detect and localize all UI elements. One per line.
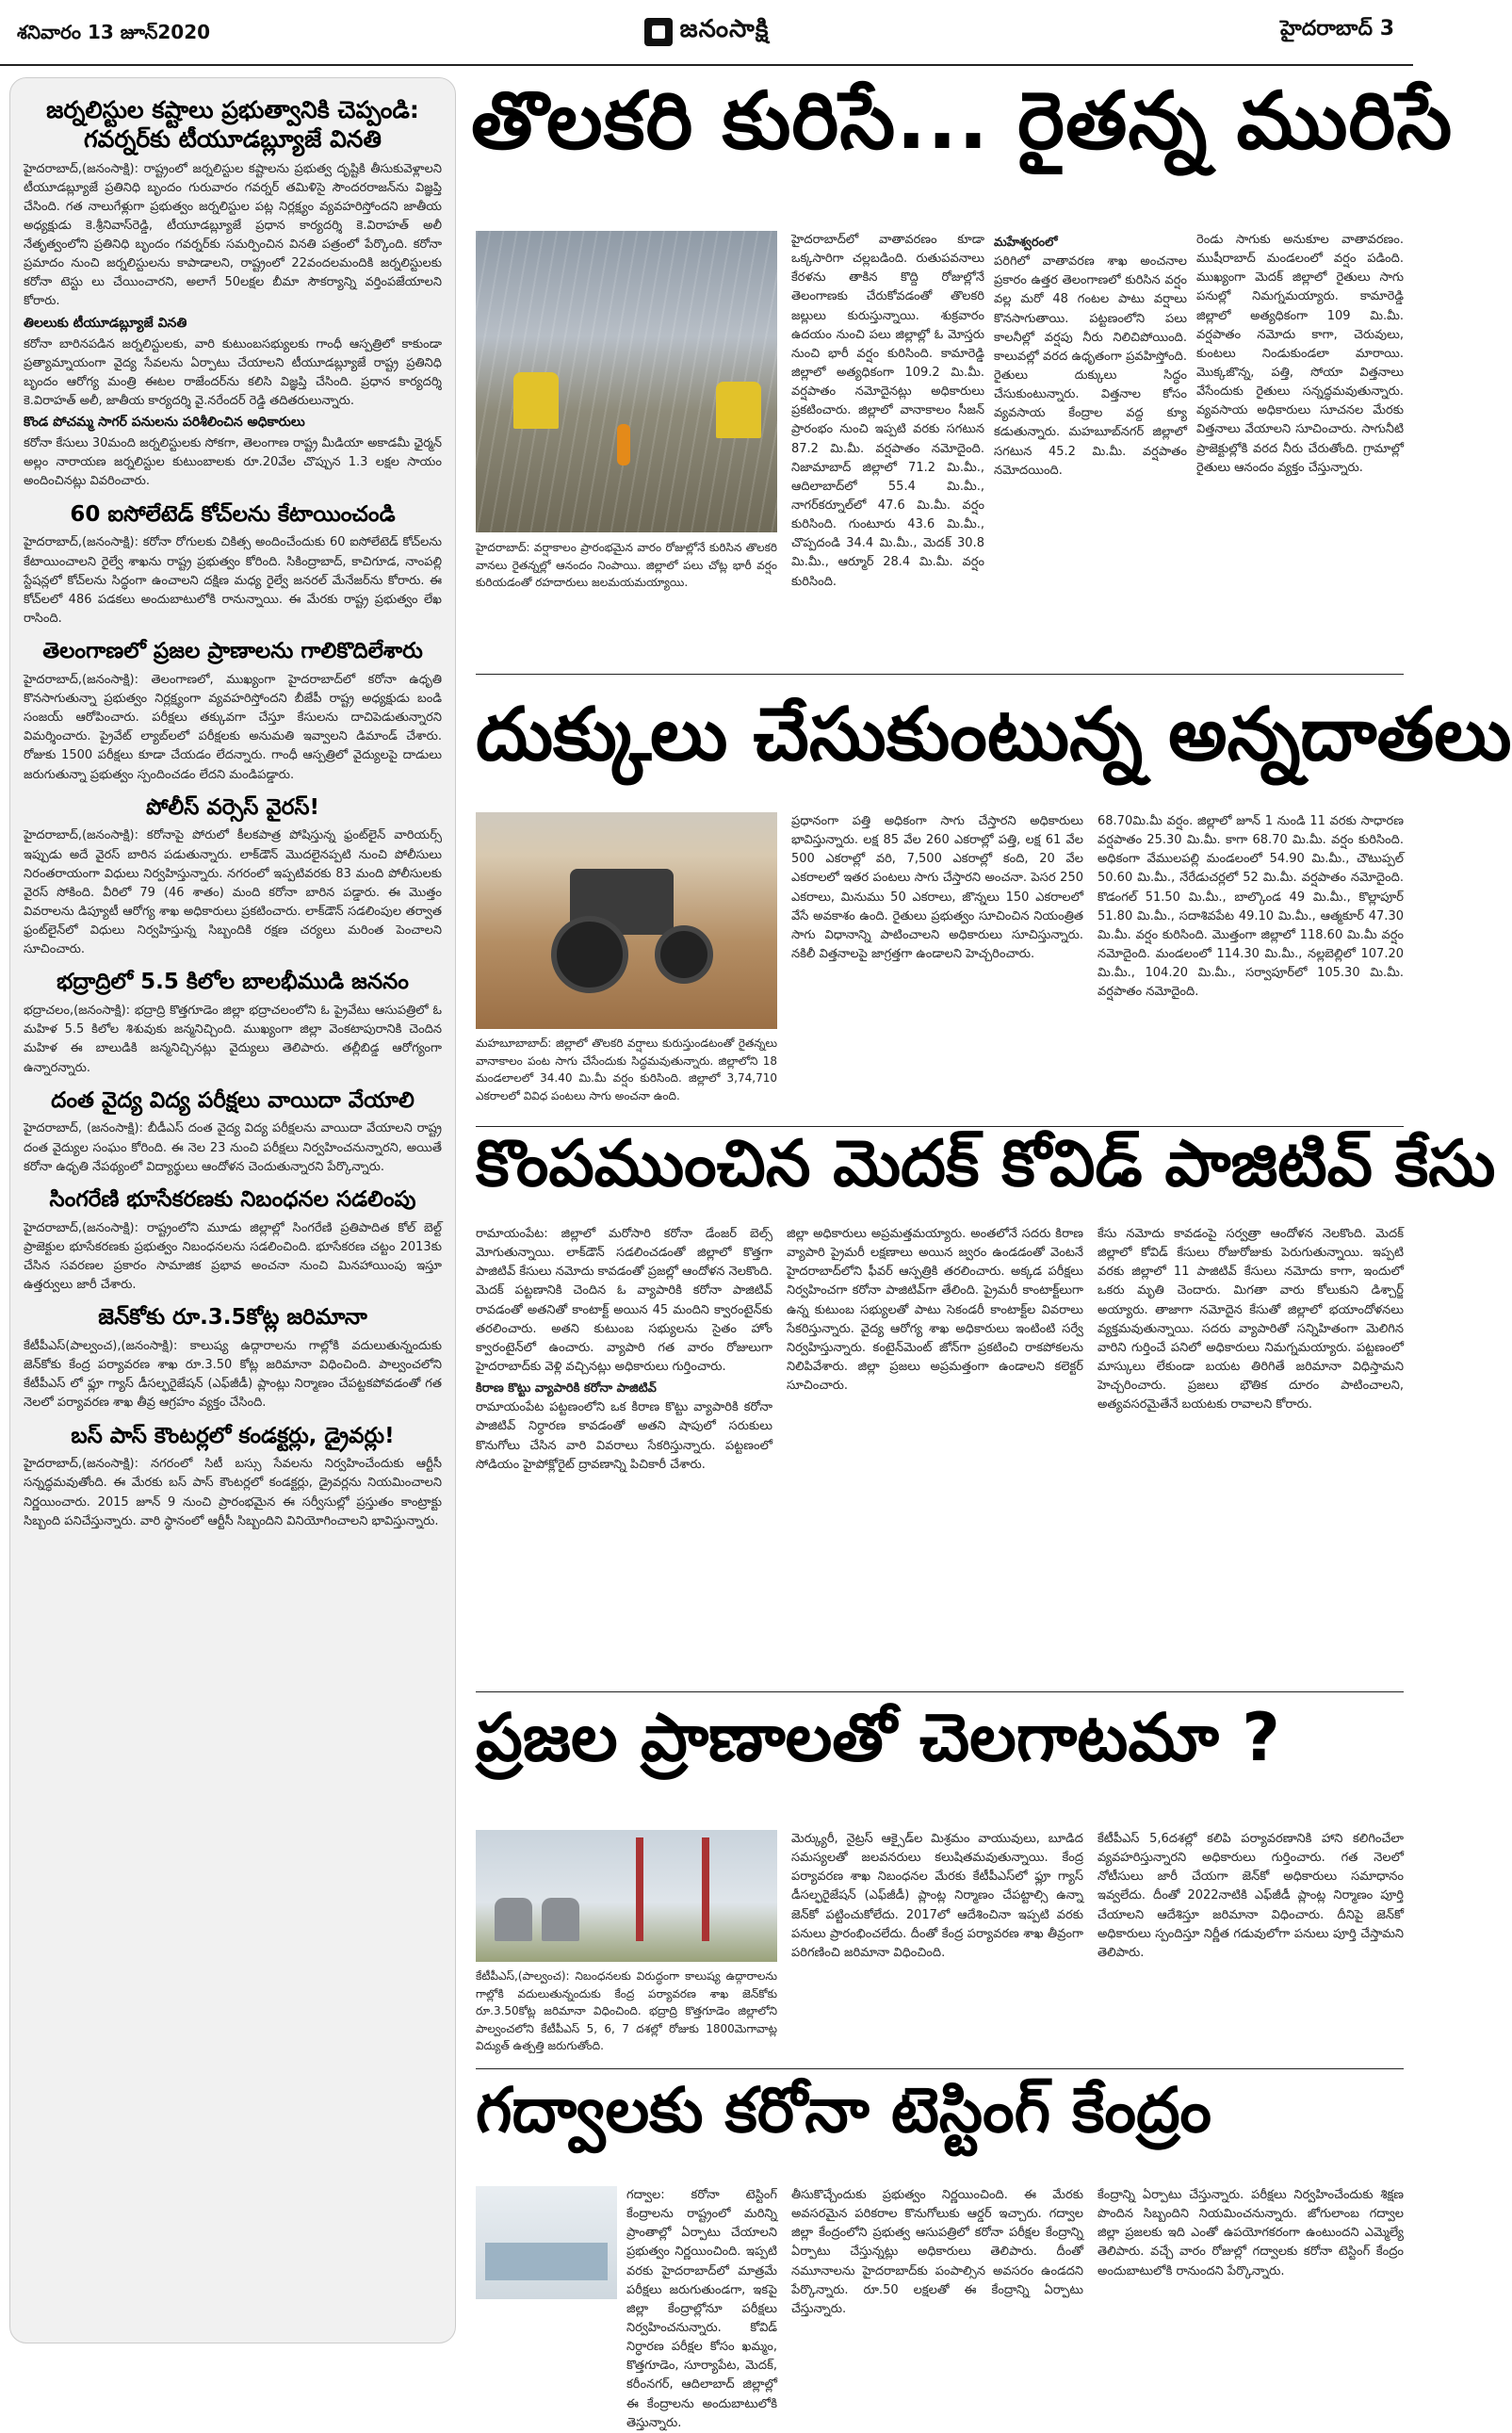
newspaper-name: జనంసాక్షి [679,15,770,43]
sidebar-story [24,95,442,492]
masthead [0,0,1413,66]
article-column [994,231,1187,660]
sidebar-body: హైదరాబాద్‌,(జనంసాక్షి): కరోనాపై పోరులో కీలకపాత్ర పోషిస్తున్న ఫ్రంట్‌లైన్‌ వారియర్స్‌ ఇప్పుడు అదే వైరస్‌ బారిన పడుతున్నారు. లాక్‌డౌన్‌ మొదలైనప్పటి నుంచి పోలీసులు నిరంతరాయంగా విధులు నిర్వహిస్తున్నారు. నగరంలో ఇప్పటివరకు 83 మంది పోలీసులకు వైరస్‌ సోకింది. వీరిలో 79 (46 శాతం) మంది కరోనా బారిన పడ్డారు. ఈ మొత్తం వివరాలను డిప్యూటీ ఆరోగ్య శాఖ అధికారులు ప్రకటించారు. లాక్‌డౌన్‌ సడలింపుల తర్వాత ఫ్రంట్‌లైన్‌లో విధులు నిర్వహిస్తున్న సిబ్బందికి రక్షణ చర్యలు మరింత పెంచాలని సూచించారు. [24,828,442,957]
sidebar-story [24,501,442,629]
sidebar-subhead: తిలలుకు టీయూడబ్ల్యూజే వినతి [24,315,187,331]
article-column: రెండు సాగుకు అనుకూల వాతావరణం. ముషీరాబాద్‌ మండలంలో వర్షం పడింది. ముఖ్యంగా మెదక్‌ జిల్లాలో రైతులు సాగు పనుల్లో నిమగ్నమయ్యారు. కామారెడ్డి జిల్లాలో అత్యధికంగా 109 మి.మీ. వర్షపాతం నమోదు కాగా, చెరువులు, కుంటలు నిండుకుండలా మారాయి. మొక్కజొన్న, పత్తి, సోయా విత్తనాలు వేసేందుకు రైతులు సన్నద్ధమవుతున్నారు. వ్యవసాయ అధికారులు సూచనల మేరకు విత్తనాలు వేయాలని సూచించారు. సాగునీటి ప్రాజెక్టుల్లోకి వరద నీరు చేరుతోంది. గ్రామాల్లో రైతులు ఆనందం వ్యక్తం చేస్తున్నారు. [1196,233,1404,475]
photo-caption: కేటీపీఎస్‌,(పాల్వంచ): నిబంధనలకు విరుద్ధంగా కాలుష్య ఉద్గారాలను గాల్లోకి వదులుతున్నందుకు కేంద్ర పర్యావరణ శాఖ జెన్‌కోకు రూ.3.50కోట్ల జరిమానా విధించింది. భద్రాద్రి కొత్తగూడెం జిల్లాలోని పాల్వంచలోని కేటీపీఎస్‌ 5, 6, 7 దశల్లో రోజుకు 1800మెగావాట్ల విద్యుత్‌ ఉత్పత్తి జరుగుతోంది. [476,1969,777,2053]
sidebar-body: కరోనా బారినపడిన జర్నలిస్టులకు, వారి కుటుంబసభ్యులకు గాంధీ ఆస్పత్రిలో కాకుండా ప్రత్యామ్నాయంగా వైద్య సేవలను ఏర్పాటు చేయాలని టీయూడబ్ల్యూజే రాష్ట్ర ప్రతినిధి బృందం ఆరోగ్య మంత్రి ఈటల రాజేందర్‌ను కలిసి విజ్ఞప్తి చేసింది. ప్రధాన కార్యదర్శి కె.విరాహత్‌ అలీ, జాతీయ కార్యదర్శి వై.నరేందర్‌ రెడ్డి తదితరులున్నారు. [24,336,442,409]
sidebar-headline: జెన్‌కోకు రూ.3.5కోట్ల జరిమానా [98,1305,367,1331]
tractor-photo [476,812,777,1029]
cooling-tower [495,1898,532,1941]
sidebar-story [24,1423,442,1531]
page-number: 3 [1379,17,1394,41]
sidebar-headline: భద్రాద్రిలో 5.5 కిలోల బాలభీముడి జననం [57,970,409,995]
sidebar-body: హైదరాబాద్‌,(జనంసాక్షి): రాష్ట్రంలోని మూడు జిల్లాల్లో సింగరేణి ప్రతిపాదిత కోల్‌ బెల్ట్‌ ప్రాజెక్టుల భూసేకరణకు ప్రభుత్వం నిబంధనలను సడలించింది. భూసేకరణ చట్టం 2013కు చేసిన సవరణల ప్రకారం సామాజిక ప్రభావ అంచనా నుంచి మినహాయింపు ఇస్తూ ఉత్తర్వులు జారీ చేశారు. [24,1220,442,1293]
article-column: జిల్లా అధికారులు అప్రమత్తమయ్యారు. అంతలోనే సదరు కిరాణ వ్యాపారి ప్రైమరీ లక్షణాలు అయిన జ్వరం ఉండడంతో వెంటనే హైదరాబాద్‌లోని ఫీవర్‌ ఆస్పత్రికి తరలించారు. అక్కడ పరీక్షలు నిర్వహించగా కరోనా పాజిటివ్‌గా తేలింది. ప్రైమరీ కాంటాక్ట్‌లుగా ఉన్న కుటుంబ సభ్యులతో పాటు సెకండరీ కాంటాక్ట్‌ల వివరాలు సేకరిస్తున్నారు. వైద్య ఆరోగ్య శాఖ అధికారులు ఇంటింటి సర్వే నిర్వహిస్తున్నారు. కంటైన్‌మెంట్‌ జోన్‌గా ప్రకటించి రాకపోకలను నిలిపివేశారు. జిల్లా ప్రజలు అప్రమత్తంగా ఉండాలని కలెక్టర్‌ సూచించారు. [787,1227,1083,1394]
tractor-wheel [655,925,713,984]
column-subhead: మహేశ్వరంలో [994,236,1058,250]
photo-caption: హైదరాబాద్‌: వర్షాకాలం ప్రారంభమైన వారం రోజుల్లోనే కురిసిన తొలకరి వానలు రైతన్నల్లో ఆనందం నింపాయి. జిల్లాలో పలు చోట్ల భారీ వర్షం కురియడంతో రహదారులు జలమయమయ్యాయి. [476,541,777,590]
divider [476,674,1404,675]
article-column: ప్రధానంగా పత్తి అధికంగా సాగు చేస్తారని అధికారులు భావిస్తున్నారు. లక్ష 85 వేల 260 ఎకరాల్లో పత్తి, లక్ష 61 వేల 500 ఎకరాల్లో వరి, 7,500 ఎకరాల్లో కంది, 20 వేల ఎకరాలలో ఇతర పంటలు సాగు చేస్తారని అంచనా. పెసర 250 ఎకరాలు, మినుము 50 ఎకరాలు, జొన్నలు 150 ఎకరాలలో వేసే అవకాశం ఉంది. రైతులు ప్రభుత్వం సూచించిన నియంత్రిత సాగు విధానాన్ని పాటించాలని అధికారులు సూచిస్తున్నారు. నకిలీ విత్తనాలపై జాగ్రత్తగా ఉండాలని హెచ్చరించారు. [791,814,1083,961]
sidebar-story [24,1186,442,1295]
sidebar-headline: 60 ఐసోలేటెడ్‌ కోచ్‌లను కేటాయించండి [70,501,396,527]
lead-headline: తొలకరి కురిసే... రైతన్న మురిసే [471,74,1454,167]
chimney [702,1837,709,1941]
issue-date: శనివారం 13 జూన్2020 [17,21,211,43]
sidebar-body: భద్రాచలం,(జనంసాక్షి): భద్రాద్రి కొత్తగూడెం జిల్లా భద్రాచలంలోని ఓ ప్రైవేటు ఆసుపత్రిలో ఓ మహిళ 5.5 కిలోల శిశువుకు జన్మనిచ్చింది. ముఖ్యంగా జిల్లా వెంకటాపురానికి చెందిన మహిళ ఈ బాలుడికి జన్మనిచ్చినట్లు వైద్యులు తెలిపారు. తల్లీబిడ్డ ఆరోగ్యంగా ఉన్నారన్నారు. [24,1004,442,1075]
sidebar-story [24,1304,442,1412]
sidebar-story [24,1087,442,1177]
newspaper-logo [622,13,791,51]
photo-caption: మహబూబాబాద్‌: జిల్లాలో తొలకరి వర్షాలు కురుస్తుండటంతో రైతన్నలు వానాకాలం పంట సాగు చేసేందుకు సిద్ధమవుతున్నారు. జిల్లాలోని 18 మండలాలలో 34.40 మి.మీ వర్షం కురిసింది. జిల్లాలో 3,74,710 ఎకరాలలో వివిధ పంటలు సాగు అంచనా ఉంది. [476,1037,777,1102]
story-headline: కొంపముంచిన మెదక్‌ కోవిడ్‌ పాజిటివ్‌ కేసు [476,1127,1496,1201]
article-column: తీసుకొచ్చేందుకు ప్రభుత్వం నిర్ణయించింది. ఈ మేరకు అవసరమైన పరికరాల కొనుగోలుకు ఆర్డర్‌ ఇచ్చారు. గద్వాల జిల్లా కేంద్రంలోని ప్రభుత్వ ఆసుపత్రిలో కరోనా పరీక్షల కేంద్రాన్ని ఏర్పాటు చేస్తున్నట్లు అధికారులు తెలిపారు. దీంతో నమూనాలను హైదరాబాద్‌కు పంపాల్సిన అవసరం ఉండదని పేర్కొన్నారు. రూ.50 లక్షలతో ఈ కేంద్రాన్ని ఏర్పాటు చేస్తున్నారు. [791,2188,1083,2316]
lab-bench [485,2243,608,2280]
story-headline: గద్వాలకు కరోనా టెస్టింగ్‌ కేంద్రం [476,2074,1212,2147]
sidebar-subhead: కొండ పోచమ్మ సాగర్‌ పనులను పరిశీలించిన అధికారులు [24,415,305,431]
article-column: కేసు నమోదు కావడంపై సర్వత్రా ఆందోళన నెలకొంది. మెదక్‌ జిల్లాలో కోవిడ్‌ కేసులు రోజురోజుకు పెరుగుతున్నాయి. ఇప్పటి వరకు జిల్లాలో 11 పాజిటివ్‌ కేసులు నమోదు కాగా, ఇందులో ఒకరు మృతి చెందారు. మిగతా వారు కోలుకుని డిశ్చార్జ్‌ అయ్యారు. తాజాగా నమోదైన కేసుతో జిల్లాలో భయాందోళనలు వ్యక్తమవుతున్నాయి. సదరు వ్యాపారితో సన్నిహితంగా మెలిగిన వారిని గుర్తించే పనిలో అధికారులు నిమగ్నమయ్యారు. పట్టణంలో మాస్కులు లేకుండా బయట తిరిగితే జరిమానా విధిస్తామని హెచ్చరించారు. ప్రజలు భౌతిక దూరం పాటించాలని, అత్యవసరమైతేనే బయటకు రావాలని కోరారు. [1097,1227,1404,1412]
sidebar-headline: సింగరేణి భూసేకరణకు నిబంధనల సడలింపు [49,1186,416,1212]
article-column [476,1225,772,1682]
city-page-name: హైదరాబాద్ [1280,17,1374,41]
power-plant-photo [476,1830,777,1962]
rain-photo [476,231,777,532]
story-headline: ప్రజల ప్రాణాలతో చెలగాటమా ? [476,1699,1280,1776]
chimney [636,1837,643,1941]
sidebar-body: కేటీపీఎస్‌(పాల్వంచ),(జనంసాక్షి): కాలుష్య ఉద్గారాలను గాల్లోకి వదులుతున్నందుకు జెన్‌కోకు కేంద్ర పర్యావరణ శాఖ రూ.3.50 కోట్ల జరిమానా విధించింది. పాల్వంచలోని కేటీపీఎస్‌ లో ఫ్లూ గ్యాస్‌ డీసల్ఫరైజేషన్‌ (ఎఫ్‌జీడీ) ప్లాంట్లు నిర్మాణం చేపట్టకపోవడంతో గత నెలలో పర్యావరణ శాఖ తీవ్ర ఆగ్రహం వ్యక్తం చేసింది. [24,1338,442,1411]
autorickshaw [513,372,559,429]
tractor-wheel [551,916,628,993]
sidebar-story [24,794,442,960]
sidebar-headline: దంత వైద్య విద్య పరీక్షలు వాయిదా వేయాలి [51,1087,415,1113]
article-column: కేంద్రాన్ని ఏర్పాటు చేస్తున్నారు. పరీక్షలు నిర్వహించేందుకు శిక్షణ పొందిన సిబ్బందిని నియమించనున్నారు. జోగులాంబ గద్వాల జిల్లా ప్రజలకు ఇది ఎంతో ఉపయోగకరంగా ఉంటుందని ఎమ్మెల్యే తెలిపారు. వచ్చే వారం రోజుల్లో గద్వాలకు కరోనా టెస్టింగ్‌ కేంద్రం అందుబాటులోకి రానుందని పేర్కొన్నారు. [1097,2188,1404,2278]
article-column: కేటీపీఎస్‌ 5,6దశల్లో కలిపి పర్యావరణానికి హాని కలిగించేలా వ్యవహరిస్తున్నారని అధికారులు గుర్తించారు. గత నెలలో నోటీసులు జారీ చేయగా జెన్‌కో అధికారులు సమాధానం ఇవ్వలేదు. దీంతో 2022నాటికి ఎఫ్‌జీడీ ప్లాంట్ల నిర్మాణం పూర్తి చేయాలని ఆదేశిస్తూ జరిమానా విధించారు. దీనిపై జెన్‌కో అధికారులు స్పందిస్తూ నిర్ణీత గడువులోగా పనులు పూర్తి చేస్తామని తెలిపారు. [1097,1832,1404,1960]
sidebar-body: కరోనా కేసులు 30మంది జర్నలిస్టులకు సోకగా, తెలంగాణ రాష్ట్ర మీడియా అకాడమీ ఛైర్మన్‌ అల్లం నారాయణ జర్నలిస్టుల కుటుంబాలకు రూ.20వేల చొప్పున 1.3 లక్షల సాయం అందించినట్లు వివరించారు. [24,436,442,489]
article-column: గద్వాల: కరోనా టెస్టింగ్‌ కేంద్రాలను రాష్ట్రంలో మరిన్ని ప్రాంతాల్లో ఏర్పాటు చేయాలని ప్రభుత్వం నిర్ణయించింది. ఇప్పటి వరకు హైదరాబాద్‌లో మాత్రమే పరీక్షలు జరుగుతుండగా, ఇకపై జిల్లా కేంద్రాల్లోనూ పరీక్షలు నిర్వహించనున్నారు. కోవిడ్‌ నిర్ధారణ పరీక్షల కోసం ఖమ్మం, కొత్తగూడెం, సూర్యాపేట, మెదక్‌, కరీంనగర్‌, ఆదిలాబాద్‌ జిల్లాల్లో ఈ కేంద్రాలను అందుబాటులోకి తెస్తున్నారు. [626,2188,777,2430]
sidebar-headline: బస్‌ పాస్‌ కౌంటర్లలో కండక్టర్లు, డ్రైవర్లు! [71,1423,395,1448]
lab-photo [476,2186,617,2299]
story-headline: దుక్కులు చేసుకుంటున్న అన్నదాతలు [476,693,1512,777]
sidebar-story [24,969,442,1077]
autorickshaw [716,382,761,438]
page-label [1280,17,1394,45]
sidebar-body: హైదరాబాద్‌,(జనంసాక్షి): రాష్ట్రంలో జర్నలిస్టుల కష్టాలను ప్రభుత్వ దృష్టికి తీసుకువెళ్లాలని టీయూడబ్ల్యూజే ప్రతినిధి బృందం గురువారం గవర్నర్‌ తమిళిసై సౌందరరాజన్‌ను విజ్ఞప్తి చేసింది. గత నాలుగేళ్లుగా ప్రభుత్వం జర్నలిస్టుల పట్ల నిర్లక్ష్యం వ్యవహరిస్తోందని జాతీయ అధ్యక్షుడు కె.శ్రీనివాస్‌రెడ్డి, టీయూడబ్ల్యూజే ప్రధాన కార్యదర్శి కె.విరాహత్‌ అలీ నేతృత్వంలోని ప్రతినిధి బృందం గవర్నర్‌కు సమర్పించిన వినతి పత్రంలో పేర్కొంది. కరోనా ప్రమాదం నుంచి జర్నలిస్టులను కాపాడాలని, రాష్ట్రంలో 22వందలమందికి జర్నలిస్టులకు కరోనా టెస్టు లు చేయించారని, అలాగే 50లక్షల బీమా సౌకర్యాన్ని వర్తింపజేయాలని కోరారు. [24,161,442,309]
sidebar-body: హైదరాబాద్‌, (జనంసాక్షి): బీడీఎస్‌ దంత వైద్య విద్య పరీక్షలను వాయిదా వేయాలని రాష్ట్ర దంత వైద్యుల సంఘం కోరింది. ఈ నెల 23 నుంచి పరీక్షలు నిర్వహించనున్నారని, అయితే కరోనా ఉధృతి నేపథ్యంలో విద్యార్థులు ఆందోళన చెందుతున్నారని పేర్కొన్నారు. [24,1121,442,1174]
newspaper-logo-icon [644,18,673,46]
article-text: రామాయంపేట పట్టణంలోని ఒక కిరాణ కొట్టు వ్యాపారికి కరోనా పాజిటివ్‌ నిర్ధారణ కావడంతో అతని షాపులో సరుకులు కొనుగోలు చేసిన వారి వివరాలు సేకరిస్తున్నారు. పట్టణంలో సోడియం హైపోక్లోరైట్‌ ద్రావణాన్ని పిచికారీ చేశారు. [476,1400,772,1472]
sidebar-story [24,638,442,785]
sidebar-headline: పోలీస్‌ వర్సెస్‌ వైరస్‌! [145,794,320,820]
article-column: హైదరాబాద్‌లో వాతావరణం కూడా ఒక్కసారిగా చల్లబడింది. రుతుపవనాలు కేరళను తాకిన కొద్ది రోజుల్లోనే తెలంగాణకు చేరుకోవడంతో తొలకరి జల్లులు కురుస్తున్నాయి. శుక్రవారం ఉదయం నుంచి పలు జిల్లాల్లో ఓ మోస్తరు నుంచి భారీ వర్షం కురిసింది. కామారెడ్డి జిల్లాలో అత్యధికంగా 109.2 మి.మీ. వర్షపాతం నమోదైనట్లు అధికారులు ప్రకటించారు. జిల్లాలో వానాకాలం సీజన్‌ ప్రారంభం నుంచి ఇప్పటి వరకు సగటున 87.2 మి.మీ. వర్షపాతం నమోదైంది. నిజామాబాద్‌ జిల్లాలో 71.2 మి.మీ., ఆదిలాబాద్‌లో 55.4 మి.మీ., నాగర్‌కర్నూల్‌లో 47.6 మి.మీ. వర్షం కురిసింది. గుంటూరు 43.6 మి.మీ., చొప్పదండి 34.4 మి.మీ., మెదక్‌ 30.8 మి.మీ., ఆర్మూర్‌ 28.4 మి.మీ. వర్షం కురిసింది. [791,233,984,589]
column-subhead: కిరాణ కొట్టు వ్యాపారికి కరోనా పాజిటివ్‌ [476,1381,657,1396]
pedestrian [617,424,630,465]
article-text: పరిగిలో వాతావరణ శాఖ అంచనాల ప్రకారం ఉత్తర తెలంగాణలో కురిసిన వర్షం వల్ల మరో 48 గంటల పాటు వర్షాలు కొనసాగుతాయి. పట్టణంలోని పలు కాలనీల్లో వర్షపు నీరు నిలిచిపోయింది. కాలువల్లో వరద ఉధృతంగా ప్రవహిస్తోంది. రైతులు దుక్కులు సిద్ధం చేసుకుంటున్నారు. విత్తనాల కోసం వ్యవసాయ కేంద్రాల వద్ద క్యూ కడుతున్నారు. మహబూబ్‌నగర్‌ జిల్లాలో సగటున 45.2 మి.మీ. వర్షపాతం నమోదయింది. [994,254,1187,478]
article-column: 68.70మి.మీ వర్షం. జిల్లాలో జూన్‌ 1 నుండి 11 వరకు సాధారణ వర్షపాతం 25.30 మి.మీ. కాగా 68.70 మి.మీ. వర్షం కురిసింది. అధికంగా వేములపల్లి మండలంలో 54.90 మి.మీ., చౌటుప్పల్‌ 50.60 మి.మీ., నేరేడుచర్లలో 52 మి.మీ. వర్షపాతం నమోదైంది. కొడంగల్‌ 51.50 మి.మీ., బాల్కొండ 49 మి.మీ., కొల్లాపూర్‌ 51.80 మి.మీ., సదాశివపేట 49.10 మి.మీ., ఆత్మకూర్‌ 47.30 మి.మీ. వర్షం కురిసింది. మొత్తంగా జిల్లాలో 118.60 మి.మీ వర్షం నమోదైంది. మండలంలో 114.30 మి.మీ., నల్లబెల్లిలో 107.20 మి.మీ., 104.20 మి.మీ., సర్వాపూర్‌లో 105.30 మి.మీ. వర్షపాతం నమోదైంది. [1097,814,1404,1000]
sidebar-body: హైదరాబాద్‌,(జనంసాక్షి): తెలంగాణలో, ముఖ్యంగా హైదరాబాద్‌లో కరోనా ఉధృతి కొనసాగుతున్నా ప్రభుత్వం నిర్లక్ష్యంగా వ్యవహరిస్తోందని బీజేపీ రాష్ట్ర అధ్యక్షుడు బండి సంజయ్‌ ఆరోపించారు. పరీక్షలు తక్కువగా చేస్తూ కేసులను దాచిపెడుతున్నారని విమర్శించారు. ప్రైవేట్‌ ల్యాబ్‌లలో పరీక్షలకు అనుమతి ఇవ్వాలని డిమాండ్‌ చేశారు. రోజుకు 1500 పరీక్షలు కూడా చేయడం లేదన్నారు. గాంధీ ఆస్పత్రిలో వైద్యులపై దాడులు జరుగుతున్నా ప్రభుత్వం స్పందించడం లేదని మండిపడ్డారు. [24,672,442,782]
divider [476,2068,1404,2069]
sidebar-briefs [9,77,456,2343]
sidebar-body: హైదరాబాద్‌,(జనంసాక్షి): కరోనా రోగులకు చికిత్స అందించేందుకు 60 ఐసోలేటెడ్‌ కోచ్‌లను కేటాయించాలని రైల్వే శాఖను రాష్ట్ర ప్రభుత్వం కోరింది. సికింద్రాబాద్‌, కాచిగూడ, నాంపల్లి స్టేషన్లలో కోచ్‌లను సిద్ధంగా ఉంచాలని దక్షిణ మధ్య రైల్వే జనరల్‌ మేనేజర్‌ను కోరారు. ఈ కోచ్‌లలో 486 పడకలు అందుబాటులోకి రానున్నాయి. ఈ మేరకు రాష్ట్ర ప్రభుత్వం లేఖ రాసింది. [24,535,442,626]
sidebar-headline: తెలంగాణలో ప్రజల ప్రాణాలను గాలికొదిలేశారు [42,639,423,664]
cooling-tower [542,1898,579,1941]
article-text: రామాయంపేట: జిల్లాలో మరోసారి కరోనా డేంజర్‌ బెల్స్‌ మోగుతున్నాయి. లాక్‌డౌన్‌ సడలించడంతో జిల్లాలో కొత్తగా పాజిటివ్‌ కేసులు నమోదు కావడంతో ప్రజల్లో ఆందోళన నెలకొంది. మెదక్‌ పట్టణానికి చెందిన ఓ వ్యాపారికి కరోనా పాజిటివ్‌ రావడంతో అతనితో కాంటాక్ట్‌ అయిన 45 మందిని క్వారంటైన్‌కు తరలించారు. అతని కుటుంబ సభ్యులను సైతం హోం క్వారంటైన్‌లో ఉంచారు. వ్యాపారి గత వారం రోజులుగా హైదరాబాద్‌కు వెళ్లి వచ్చినట్లు అధికారులు గుర్తించారు. [476,1227,772,1374]
divider [476,1691,1404,1692]
sidebar-headline: జర్నలిస్టుల కష్టాలు ప్రభుత్వానికి చెప్పండి: గవర్నర్‌కు టీయూడబ్ల్యూజే వినతి [46,96,419,154]
article-column: మెర్క్యురీ, నైట్రస్‌ ఆక్సైడ్‌ల మిశ్రమం వాయువులు, బూడిద సమస్యలతో జలవనరులు కలుషితమవుతున్నాయి. కేంద్ర పర్యావరణ శాఖ నిబంధనల మేరకు కేటీపీఎస్‌లో ఫ్లూ గ్యాస్‌ డీసల్ఫరైజేషన్‌ (ఎఫ్‌జీడీ) ప్లాంట్ల నిర్మాణం చేపట్టాల్సి ఉన్నా జెన్‌కో పట్టించుకోలేదు. 2017లో ఆదేశించినా ఇప్పటి వరకు పనులు ప్రారంభించలేదు. దీంతో కేంద్ర పర్యావరణ శాఖ తీవ్రంగా పరిగణించి జరిమానా విధించింది. [791,1832,1083,1960]
sidebar-body: హైదరాబాద్‌,(జనంసాక్షి): నగరంలో సిటీ బస్సు సేవలను నిర్వహించేందుకు ఆర్టీసీ సన్నద్ధమవుతోంది. ఈ మేరకు బస్‌ పాస్‌ కౌంటర్లలో కండక్టర్లు, డ్రైవర్లను నియమించాలని నిర్ణయించారు. 2015 జూన్‌ 9 నుంచి ప్రారంభమైన ఈ సర్వీసుల్లో ప్రస్తుతం కాంట్రాక్టు సిబ్బంది పనిచేస్తున్నారు. వారి స్థానంలో ఆర్టీసీ సిబ్బందిని వినియోగించాలని భావిస్తున్నారు. [24,1457,442,1528]
